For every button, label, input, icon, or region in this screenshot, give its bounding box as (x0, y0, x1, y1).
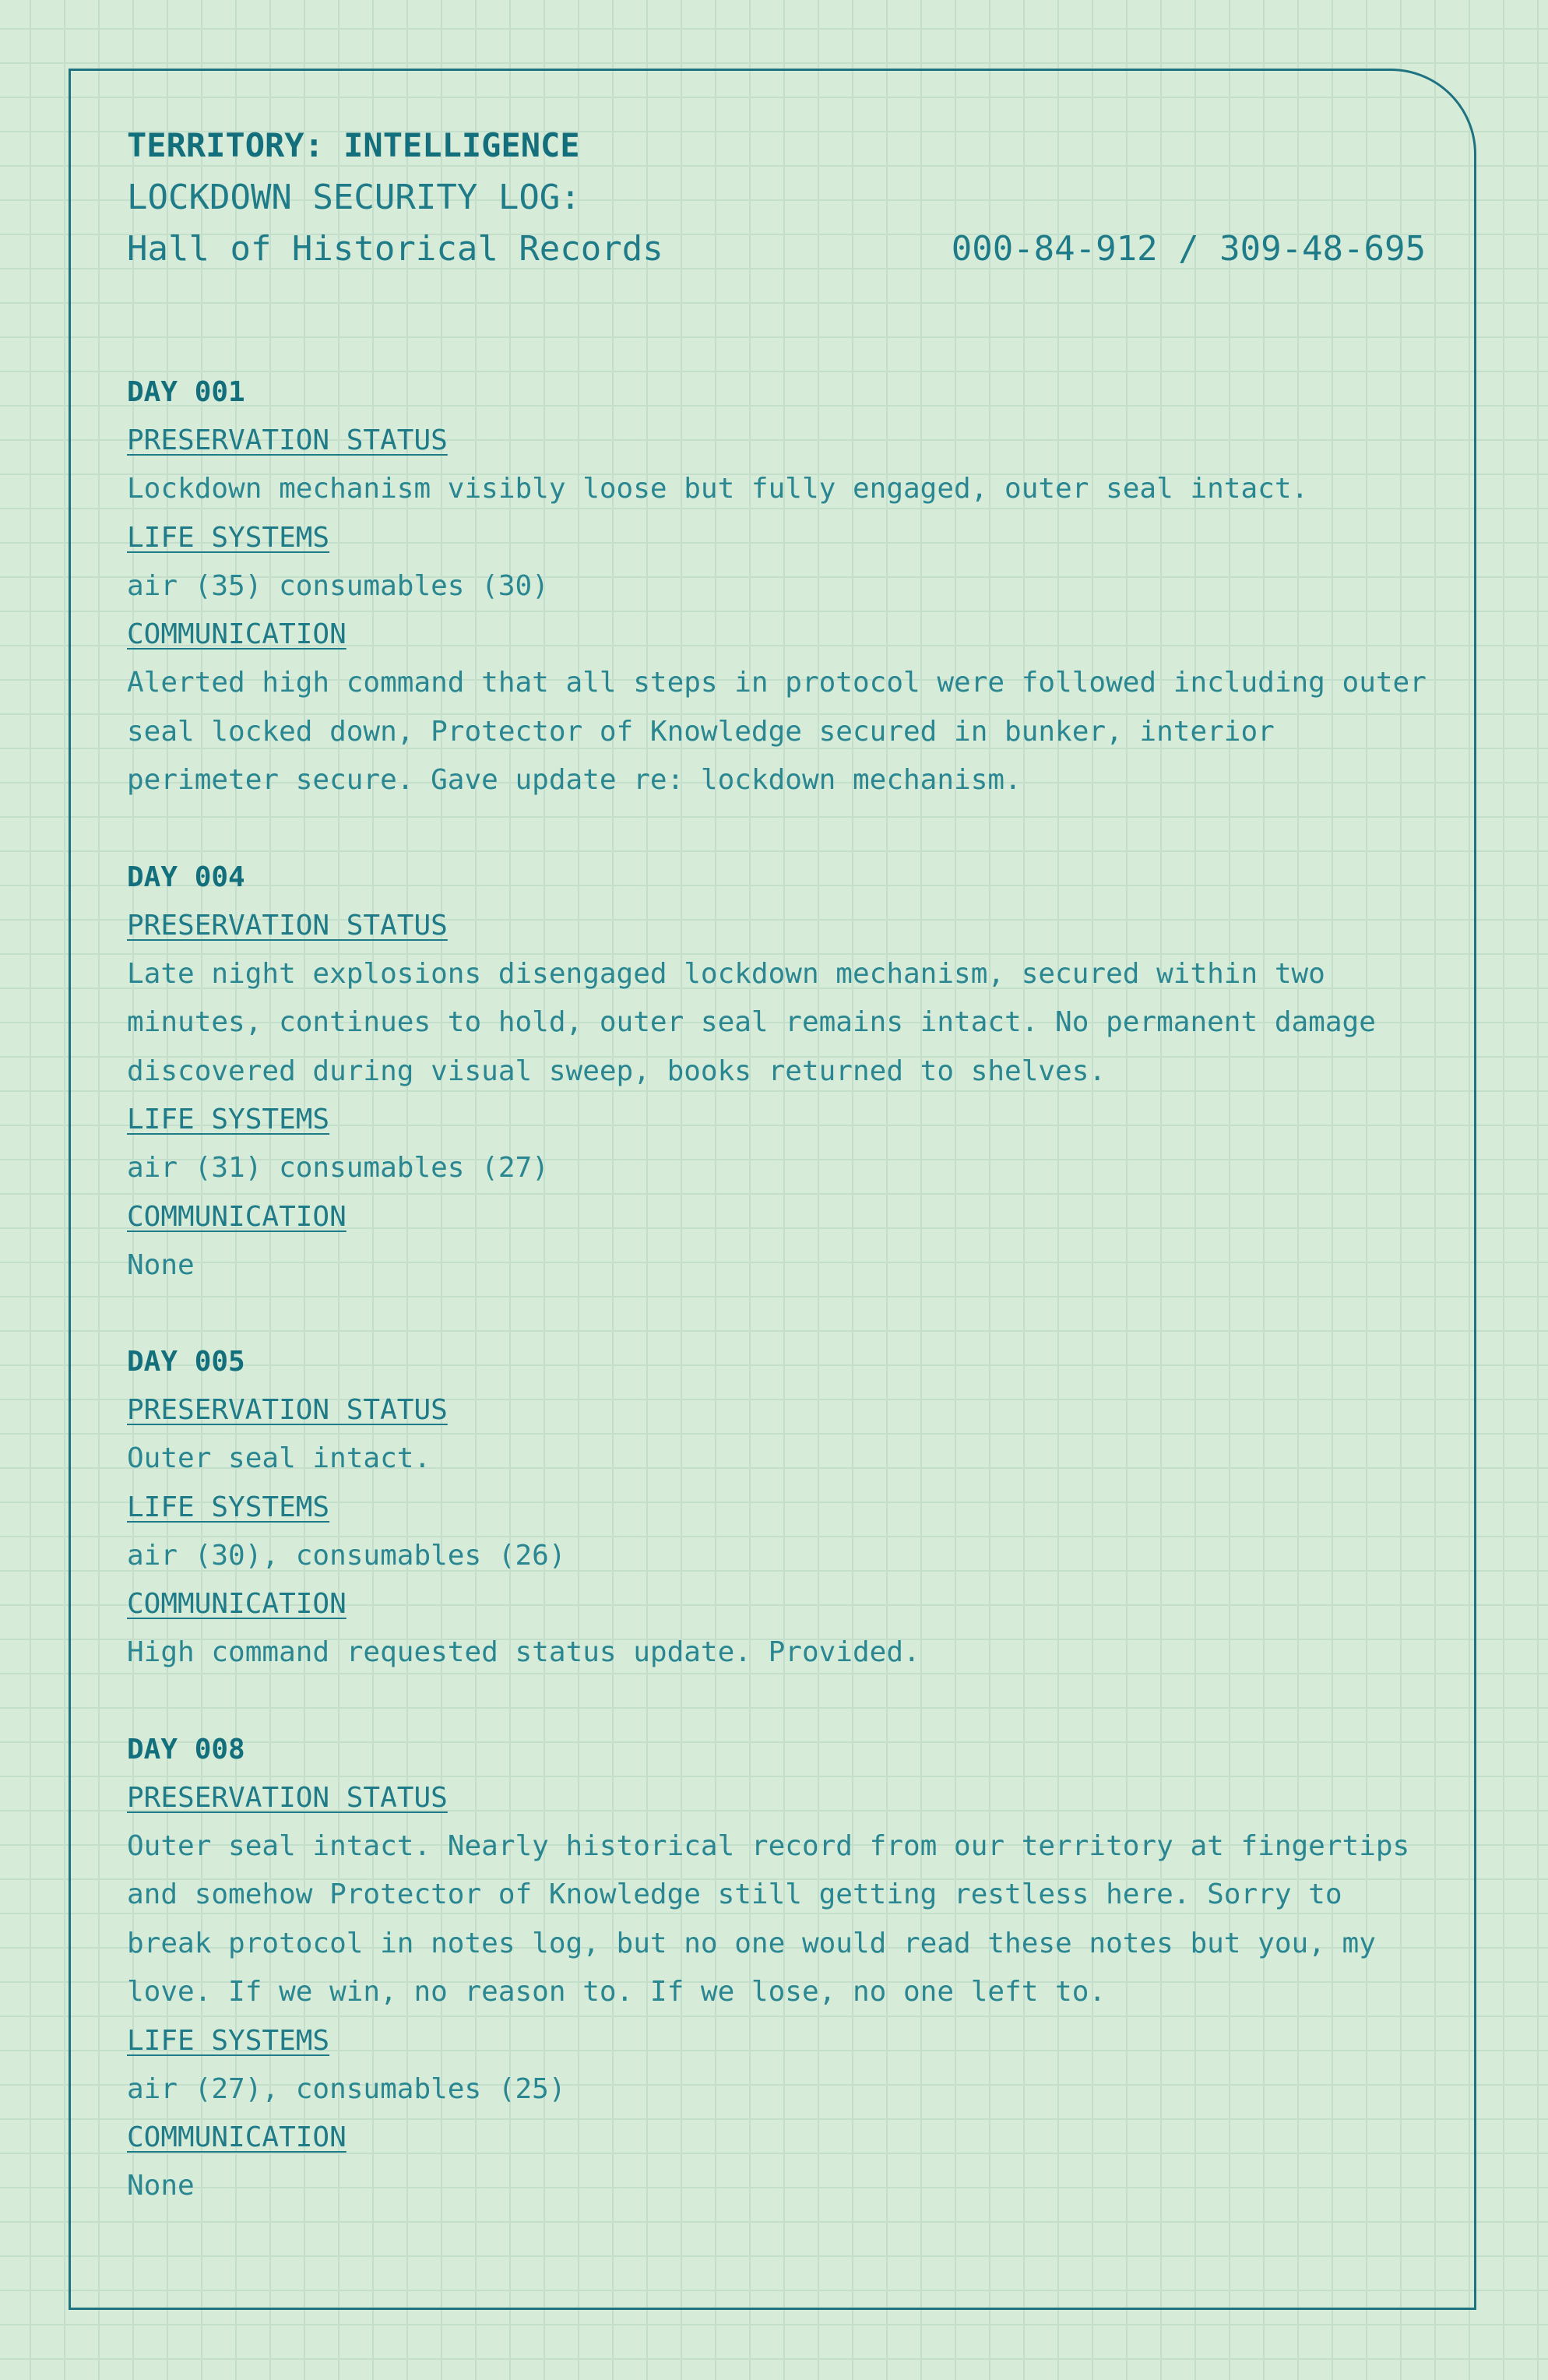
life-systems-text: air (30), consumables (26) (127, 1539, 566, 1572)
preservation-status-label: PRESERVATION STATUS (127, 909, 448, 942)
preservation-status-label: PRESERVATION STATUS (127, 1781, 448, 1814)
communication-label: COMMUNICATION (127, 1588, 347, 1620)
communication-text: High command requested status update. Provided. (127, 1636, 920, 1668)
life-systems-text: air (35) consumables (30) (127, 569, 549, 602)
log-title: LOCKDOWN SECURITY LOG: (127, 178, 581, 217)
log-entry-day-008 (127, 1726, 1435, 2211)
communication-text: None (127, 1248, 195, 1281)
log-entry-day-005 (127, 1338, 1435, 1678)
log-code: 000-84-912 / 309-48-695 (951, 229, 1426, 269)
communication-label: COMMUNICATION (127, 2121, 347, 2153)
preservation-status-text: Lockdown mechanism visibly loose but fully engaged, outer seal intact. (127, 473, 1309, 505)
life-systems-label: LIFE SYSTEMS (127, 521, 330, 554)
log-header (127, 119, 1426, 275)
preservation-status-text: Outer seal intact. Nearly historical record from our territory at fingertips and somehow Protector of Knowledge still getting restless here. Sorry to break protocol in notes log, but no one would read these notes but you, my love. If we win, no reason to. If we lose, no one left to. (127, 1829, 1410, 2008)
entry-day: DAY 005 (127, 1346, 245, 1378)
life-systems-text: air (31) consumables (27) (127, 1152, 549, 1184)
location-name: Hall of Historical Records (127, 229, 663, 269)
log-card (69, 69, 1476, 2310)
communication-text: Alerted high command that all steps in protocol were followed including outer seal locked down, Protector of Knowledge secured in bunker, interior perimeter secure. Gave update re: lockdown mechanism. (127, 667, 1427, 796)
log-entry-day-001 (127, 368, 1435, 805)
preservation-status-text: Late night explosions disengaged lockdown mechanism, secured within two minutes, continues to hold, outer seal remains intact. No permanent damage discovered during visual sweep, books returned to shelves. (127, 957, 1376, 1087)
communication-text: None (127, 2170, 195, 2202)
communication-label: COMMUNICATION (127, 1200, 347, 1233)
entry-day: DAY 004 (127, 861, 245, 893)
location-row (127, 224, 1426, 275)
life-systems-label: LIFE SYSTEMS (127, 1104, 330, 1135)
life-systems-text: air (27), consumables (25) (127, 2072, 566, 2105)
entry-day: DAY 001 (127, 376, 245, 408)
territory-title: TERRITORY: INTELLIGENCE (127, 126, 580, 164)
life-systems-label: LIFE SYSTEMS (127, 1491, 330, 1523)
log-entry-day-004 (127, 854, 1435, 1290)
life-systems-label: LIFE SYSTEMS (127, 2024, 330, 2057)
communication-label: COMMUNICATION (127, 618, 347, 650)
entry-day: DAY 008 (127, 1733, 245, 1766)
preservation-status-label: PRESERVATION STATUS (127, 1394, 448, 1426)
log-entries (127, 368, 1435, 2259)
preservation-status-text: Outer seal intact. (127, 1442, 431, 1474)
preservation-status-label: PRESERVATION STATUS (127, 424, 448, 456)
